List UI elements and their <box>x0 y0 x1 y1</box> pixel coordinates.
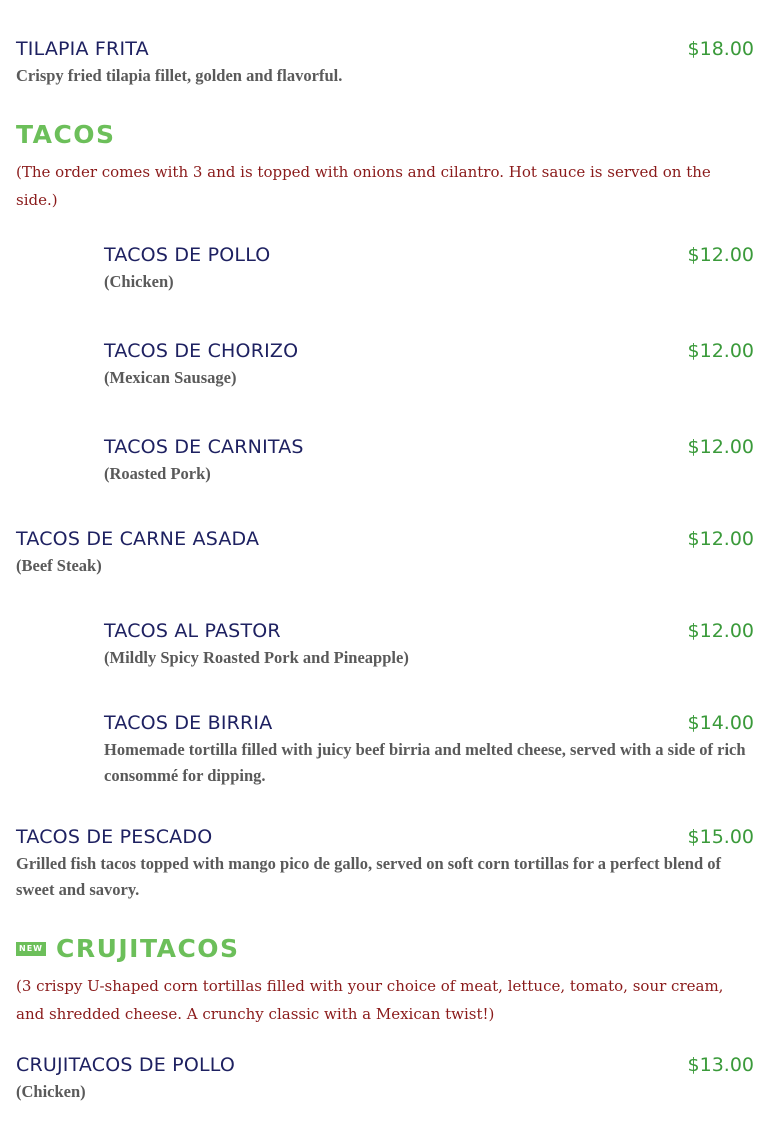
menu-item <box>104 244 754 295</box>
item-description: (Chicken) <box>16 1082 86 1101</box>
menu-item <box>104 712 754 789</box>
item-name: CRUJITACOS DE POLLO <box>16 1054 236 1076</box>
item-name: TACOS DE CARNITAS <box>104 436 304 458</box>
section-crujitacos <box>16 934 754 963</box>
section-note <box>16 972 754 1028</box>
item-name: TACOS DE BIRRIA <box>104 712 273 734</box>
item-price: $12.00 <box>687 528 754 550</box>
menu-item <box>104 436 754 487</box>
item-name: TACOS DE CARNE ASADA <box>16 528 260 550</box>
item-price: $12.00 <box>687 244 754 266</box>
item-price: $13.00 <box>687 1054 754 1076</box>
item-name: TILAPIA FRITA <box>16 38 149 60</box>
menu-item <box>16 38 754 89</box>
item-description: Grilled fish tacos topped with mango pico de gallo, served on soft corn tortillas for a perfect blend of sweet and savory. <box>16 854 722 899</box>
item-price: $14.00 <box>687 712 754 734</box>
menu-item <box>16 1054 754 1105</box>
section-note <box>16 158 754 214</box>
item-price: $12.00 <box>687 620 754 642</box>
item-description: (Beef Steak) <box>16 556 102 575</box>
item-name: TACOS DE PESCADO <box>16 826 213 848</box>
new-badge: NEW <box>16 942 46 956</box>
item-description: (Chicken) <box>104 272 174 291</box>
item-name: TACOS DE POLLO <box>104 244 271 266</box>
item-name: TACOS DE CHORIZO <box>104 340 299 362</box>
item-price: $15.00 <box>687 826 754 848</box>
item-price: $12.00 <box>687 340 754 362</box>
item-description: Homemade tortilla filled with juicy beef birria and melted cheese, served with a side of rich consommé for dipping. <box>104 740 746 785</box>
menu-item <box>104 620 754 671</box>
menu-item <box>16 826 754 903</box>
menu-item <box>104 340 754 391</box>
menu-item <box>16 528 754 579</box>
item-price: $18.00 <box>687 38 754 60</box>
section-title: CRUJITACOS <box>55 934 240 963</box>
section-title: TACOS <box>16 120 116 149</box>
item-description: (Mildly Spicy Roasted Pork and Pineapple) <box>104 648 409 667</box>
item-description: Crispy fried tilapia fillet, golden and flavorful. <box>16 66 343 85</box>
item-name: TACOS AL PASTOR <box>104 620 281 642</box>
section-tacos <box>16 120 754 149</box>
item-description: (Roasted Pork) <box>104 464 211 483</box>
tacos-note: (The order comes with 3 and is topped with onions and cilantro. Hot sauce is served on the side.) <box>16 163 711 209</box>
item-description: (Mexican Sausage) <box>104 368 237 387</box>
item-price: $12.00 <box>687 436 754 458</box>
crujitacos-note: (3 crispy U-shaped corn tortillas filled with your choice of meat, lettuce, tomato, sour cream, and shredded cheese. A crunchy classic with a Mexican twist!) <box>16 977 724 1023</box>
